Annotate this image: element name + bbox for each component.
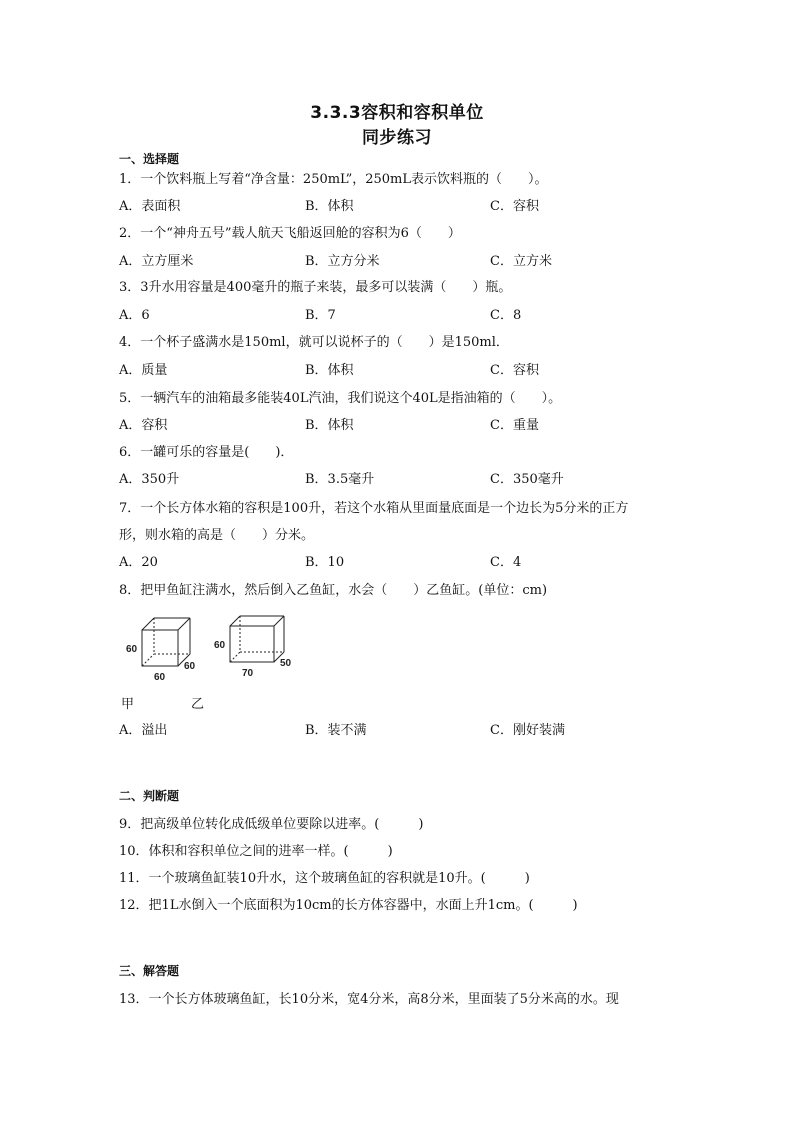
q2-option-b: B．立方分米 [305, 254, 380, 269]
q6-option-a: A．350升 [119, 472, 180, 487]
q6-option-c: C．350毫升 [490, 472, 564, 487]
yi-height-label: 60 [214, 640, 226, 651]
q1-option-c: C．容积 [490, 199, 539, 214]
document-title: 3.3.3容积和容积单位 [310, 103, 484, 123]
question-11: 11．一个玻璃鱼缸装10升水，这个玻璃鱼缸的容积就是10升。( ) [119, 871, 530, 886]
question-3: 3．3升水用容量是400毫升的瓶子来装，最多可以装满（ ）瓶。 [119, 280, 512, 295]
q5-option-b: B．体积 [305, 418, 354, 433]
question-1: 1．一个饮料瓶上写着“净含量：250mL”，250mL表示饮料瓶的（ ）。 [119, 172, 548, 187]
q2-option-c: C．立方米 [490, 254, 552, 269]
q8-option-a: A．溢出 [119, 723, 168, 738]
question-5: 5．一辆汽车的油箱最多能装40L汽油，我们说这个40L是指油箱的（ ）。 [119, 391, 562, 406]
q4-option-b: B．体积 [305, 363, 354, 378]
q1-option-b: B．体积 [305, 199, 354, 214]
jia-depth-label: 60 [184, 661, 196, 672]
q7-option-a: A．20 [119, 555, 158, 570]
q5-option-c: C．重量 [490, 418, 539, 433]
fish-tank-figure [120, 610, 310, 686]
yi-width-label: 70 [242, 668, 254, 679]
q3-option-a: A．6 [119, 308, 150, 323]
question-13: 13．一个长方体玻璃鱼缸，长10分米，宽4分米，高8分米，里面装了5分米高的水。现 [119, 992, 619, 1007]
section-heading-judge: 二、判断题 [119, 789, 180, 803]
question-12: 12．把1L水倒入一个底面积为10cm的长方体容器中，水面上升1cm。( ) [119, 898, 578, 913]
question-7-line-2: 形，则水箱的高是（ ）分米。 [119, 528, 315, 543]
tank-jia-label: 甲 [121, 697, 135, 712]
q2-option-a: A．立方厘米 [119, 254, 194, 269]
question-10: 10．体积和容积单位之间的进率一样。( ) [119, 844, 393, 859]
q4-option-c: C．容积 [490, 363, 539, 378]
tank-yi-drawing [230, 616, 284, 662]
tank-jia-drawing [142, 618, 190, 666]
q1-option-a: A．表面积 [119, 199, 181, 214]
q5-option-a: A．容积 [119, 418, 168, 433]
jia-width-label: 60 [154, 672, 166, 683]
section-heading-choice: 一、选择题 [119, 152, 180, 166]
question-7-line-1: 7．一个长方体水箱的容积是100升，若这个水箱从里面量底面是一个边长为5分米的正方 [119, 501, 629, 516]
tank-yi-label: 乙 [191, 697, 205, 712]
q4-option-a: A．质量 [119, 363, 168, 378]
question-9: 9．把高级单位转化成低级单位要除以进率。( ) [119, 817, 424, 832]
question-2: 2．一个“神舟五号”载人航天飞船返回舱的容积为6（ ） [119, 226, 461, 241]
question-4: 4．一个杯子盛满水是150ml，就可以说杯子的（ ）是150ml． [119, 335, 509, 350]
q8-option-c: C．刚好装满 [490, 723, 565, 738]
document-subtitle: 同步练习 [362, 128, 432, 148]
jia-height-label: 60 [126, 644, 138, 655]
question-8: 8．把甲鱼缸注满水，然后倒入乙鱼缸，水会（ ）乙鱼缸。(单位：cm) [119, 583, 548, 598]
yi-depth-label: 50 [280, 658, 292, 669]
question-6: 6．一罐可乐的容量是( )． [119, 445, 294, 460]
q8-option-b: B．装不满 [305, 723, 367, 738]
q6-option-b: B．3.5毫升 [305, 472, 375, 487]
q7-option-b: B．10 [305, 555, 345, 570]
q7-option-c: C．4 [490, 555, 522, 570]
q3-option-b: B．7 [305, 308, 336, 323]
q3-option-c: C．8 [490, 308, 522, 323]
section-heading-solve: 三、解答题 [119, 964, 180, 978]
